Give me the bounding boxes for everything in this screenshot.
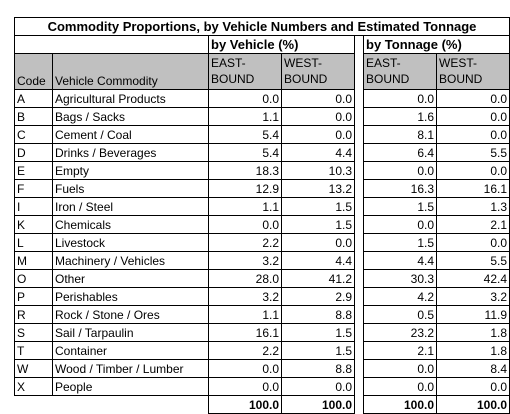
cell-vehicle-eastbound: 1.1 [209, 306, 282, 324]
row-gap [355, 162, 364, 180]
cell-vehicle-westbound: 4.4 [282, 252, 355, 270]
cell-vehicle-eastbound: 0.0 [209, 216, 282, 234]
cell-tonnage-eastbound: 1.5 [364, 198, 437, 216]
cell-vehicle-eastbound: 0.0 [209, 90, 282, 108]
row-gap [355, 360, 364, 378]
cell-vehicle-eastbound: 5.4 [209, 144, 282, 162]
cell-vehicle-westbound: 2.9 [282, 288, 355, 306]
row-gap [355, 270, 364, 288]
cell-commodity: Rock / Stone / Ores [53, 306, 209, 324]
cell-commodity: Wood / Timber / Lumber [53, 360, 209, 378]
cell-tonnage-westbound: 8.4 [437, 360, 510, 378]
table-row [15, 108, 510, 126]
cell-vehicle-eastbound: 18.3 [209, 162, 282, 180]
table-row [15, 144, 510, 162]
totals-blank-code [15, 396, 53, 414]
cell-tonnage-westbound: 0.0 [437, 90, 510, 108]
cell-commodity: Machinery / Vehicles [53, 252, 209, 270]
total-vehicle-eastbound: 100.0 [209, 396, 282, 414]
cell-commodity: Iron / Steel [53, 198, 209, 216]
cell-code: W [15, 360, 53, 378]
table-row [15, 234, 510, 252]
row-gap [355, 180, 364, 198]
header-commodity: Vehicle Commodity [53, 54, 209, 90]
cell-vehicle-westbound: 0.0 [282, 90, 355, 108]
cell-commodity: Agricultural Products [53, 90, 209, 108]
row-gap [355, 306, 364, 324]
cell-vehicle-eastbound: 3.2 [209, 288, 282, 306]
cell-tonnage-eastbound: 0.5 [364, 306, 437, 324]
cell-tonnage-eastbound: 0.0 [364, 162, 437, 180]
group-by-vehicle: by Vehicle (%) [209, 36, 355, 54]
cell-vehicle-eastbound: 5.4 [209, 126, 282, 144]
cell-commodity: Fuels [53, 180, 209, 198]
cell-tonnage-westbound: 5.5 [437, 144, 510, 162]
cell-vehicle-eastbound: 16.1 [209, 324, 282, 342]
cell-code: M [15, 252, 53, 270]
group-spacer-code [15, 36, 53, 54]
cell-tonnage-eastbound: 4.2 [364, 288, 437, 306]
cell-vehicle-westbound: 1.5 [282, 216, 355, 234]
group-row [15, 36, 510, 54]
cell-commodity: Bags / Sacks [53, 108, 209, 126]
cell-tonnage-westbound: 16.1 [437, 180, 510, 198]
table-row [15, 90, 510, 108]
cell-tonnage-westbound: 2.1 [437, 216, 510, 234]
cell-code: S [15, 324, 53, 342]
cell-tonnage-eastbound: 30.3 [364, 270, 437, 288]
group-by-tonnage: by Tonnage (%) [364, 36, 510, 54]
cell-vehicle-eastbound: 1.1 [209, 198, 282, 216]
table-row [15, 306, 510, 324]
total-vehicle-westbound: 100.0 [282, 396, 355, 414]
total-tonnage-eastbound: 100.0 [364, 396, 437, 414]
cell-vehicle-eastbound: 12.9 [209, 180, 282, 198]
row-gap [355, 378, 364, 396]
cell-tonnage-eastbound: 6.4 [364, 144, 437, 162]
total-tonnage-westbound: 100.0 [437, 396, 510, 414]
cell-commodity: Perishables [53, 288, 209, 306]
commodity-table-sheet [14, 17, 510, 414]
cell-code: L [15, 234, 53, 252]
table-row [15, 198, 510, 216]
cell-vehicle-eastbound: 3.2 [209, 252, 282, 270]
cell-commodity: Chemicals [53, 216, 209, 234]
row-gap [355, 108, 364, 126]
cell-commodity: Container [53, 342, 209, 360]
cell-tonnage-westbound: 0.0 [437, 126, 510, 144]
cell-tonnage-westbound: 11.9 [437, 306, 510, 324]
cell-vehicle-westbound: 0.0 [282, 234, 355, 252]
cell-tonnage-eastbound: 4.4 [364, 252, 437, 270]
cell-code: E [15, 162, 53, 180]
cell-tonnage-eastbound: 0.0 [364, 90, 437, 108]
table-row [15, 216, 510, 234]
table-row [15, 180, 510, 198]
table-title: Commodity Proportions, by Vehicle Numbers and Estimated Tonnage [15, 18, 510, 36]
row-gap [355, 342, 364, 360]
cell-tonnage-westbound: 42.4 [437, 270, 510, 288]
row-gap [355, 90, 364, 108]
group-spacer-commodity [53, 36, 209, 54]
row-gap [355, 252, 364, 270]
row-gap [355, 324, 364, 342]
cell-vehicle-eastbound: 1.1 [209, 108, 282, 126]
cell-commodity: Sail / Tarpaulin [53, 324, 209, 342]
cell-tonnage-westbound: 1.8 [437, 324, 510, 342]
cell-vehicle-eastbound: 0.0 [209, 360, 282, 378]
cell-vehicle-eastbound: 2.2 [209, 234, 282, 252]
cell-vehicle-westbound: 0.0 [282, 378, 355, 396]
row-gap [355, 216, 364, 234]
row-gap [355, 288, 364, 306]
cell-tonnage-eastbound: 1.6 [364, 108, 437, 126]
header-tonnage-eastbound: EAST- BOUND [364, 54, 437, 90]
cell-tonnage-eastbound: 23.2 [364, 324, 437, 342]
header-row [15, 54, 510, 90]
row-gap [355, 144, 364, 162]
table-row [15, 288, 510, 306]
cell-tonnage-eastbound: 16.3 [364, 180, 437, 198]
cell-code: O [15, 270, 53, 288]
cell-code: X [15, 378, 53, 396]
header-code: Code [15, 54, 53, 90]
cell-vehicle-westbound: 0.0 [282, 108, 355, 126]
table-row [15, 162, 510, 180]
cell-vehicle-westbound: 1.5 [282, 324, 355, 342]
cell-vehicle-eastbound: 0.0 [209, 378, 282, 396]
cell-vehicle-eastbound: 2.2 [209, 342, 282, 360]
cell-vehicle-westbound: 13.2 [282, 180, 355, 198]
cell-code: B [15, 108, 53, 126]
commodity-table [14, 17, 510, 414]
title-row [15, 18, 510, 36]
cell-commodity: Cement / Coal [53, 126, 209, 144]
table-row [15, 252, 510, 270]
group-gap [355, 36, 364, 54]
cell-tonnage-westbound: 1.8 [437, 342, 510, 360]
cell-vehicle-westbound: 8.8 [282, 306, 355, 324]
cell-code: T [15, 342, 53, 360]
header-gap [355, 54, 364, 90]
cell-code: F [15, 180, 53, 198]
header-vehicle-westbound: WEST- BOUND [282, 54, 355, 90]
cell-code: P [15, 288, 53, 306]
cell-commodity: Other [53, 270, 209, 288]
cell-vehicle-westbound: 41.2 [282, 270, 355, 288]
cell-vehicle-westbound: 4.4 [282, 144, 355, 162]
cell-code: C [15, 126, 53, 144]
cell-vehicle-westbound: 10.3 [282, 162, 355, 180]
cell-commodity: Livestock [53, 234, 209, 252]
cell-tonnage-eastbound: 0.0 [364, 360, 437, 378]
cell-tonnage-westbound: 1.3 [437, 198, 510, 216]
cell-tonnage-westbound: 0.0 [437, 108, 510, 126]
cell-tonnage-westbound: 5.5 [437, 252, 510, 270]
cell-tonnage-westbound: 0.0 [437, 378, 510, 396]
cell-commodity: Empty [53, 162, 209, 180]
cell-tonnage-westbound: 0.0 [437, 162, 510, 180]
table-row [15, 378, 510, 396]
cell-tonnage-eastbound: 0.0 [364, 216, 437, 234]
cell-tonnage-eastbound: 1.5 [364, 234, 437, 252]
cell-tonnage-westbound: 0.0 [437, 234, 510, 252]
cell-tonnage-westbound: 3.2 [437, 288, 510, 306]
totals-blank-commodity [53, 396, 209, 414]
cell-commodity: Drinks / Beverages [53, 144, 209, 162]
row-gap [355, 126, 364, 144]
cell-tonnage-eastbound: 0.0 [364, 378, 437, 396]
cell-tonnage-eastbound: 8.1 [364, 126, 437, 144]
table-row [15, 324, 510, 342]
header-tonnage-westbound: WEST- BOUND [437, 54, 510, 90]
cell-vehicle-eastbound: 28.0 [209, 270, 282, 288]
row-gap [355, 234, 364, 252]
cell-code: A [15, 90, 53, 108]
cell-vehicle-westbound: 1.5 [282, 342, 355, 360]
cell-code: I [15, 198, 53, 216]
row-gap [355, 198, 364, 216]
totals-gap [355, 396, 364, 414]
cell-code: R [15, 306, 53, 324]
cell-commodity: People [53, 378, 209, 396]
cell-vehicle-westbound: 8.8 [282, 360, 355, 378]
table-row [15, 126, 510, 144]
totals-row [15, 396, 510, 414]
table-row [15, 270, 510, 288]
table-row [15, 360, 510, 378]
table-row [15, 342, 510, 360]
header-vehicle-eastbound: EAST- BOUND [209, 54, 282, 90]
cell-code: D [15, 144, 53, 162]
cell-vehicle-westbound: 0.0 [282, 126, 355, 144]
cell-vehicle-westbound: 1.5 [282, 198, 355, 216]
cell-code: K [15, 216, 53, 234]
cell-tonnage-eastbound: 2.1 [364, 342, 437, 360]
